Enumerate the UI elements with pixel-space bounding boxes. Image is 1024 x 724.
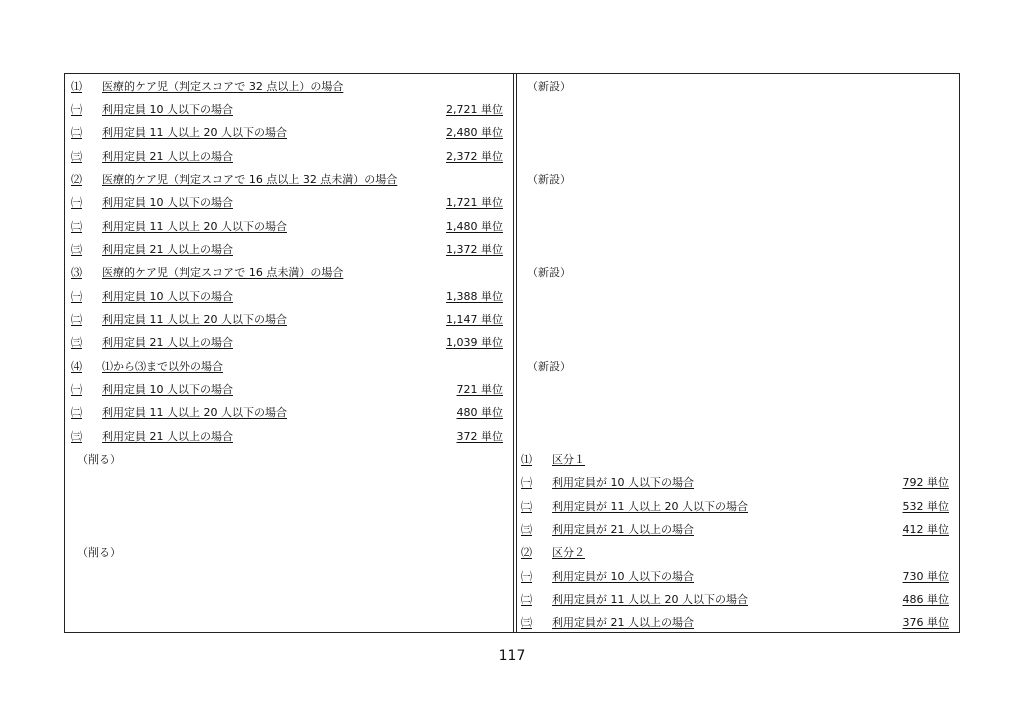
table-row — [71, 380, 513, 400]
table-row — [521, 473, 959, 493]
item-value: 376 単位 — [902, 616, 949, 629]
table-row — [71, 123, 513, 143]
table-row — [71, 403, 513, 423]
item-value: 480 単位 — [456, 406, 503, 419]
item-label: 利用定員 10 人以下の場合 — [102, 383, 233, 396]
table-row — [71, 333, 513, 353]
new-label: （新設） — [527, 173, 571, 186]
table-row — [521, 613, 959, 633]
new-label: （新設） — [527, 266, 571, 279]
item-value: 532 単位 — [902, 500, 949, 513]
item-label: 区分２ — [552, 546, 585, 559]
item-number: ㈢ — [71, 336, 82, 349]
table-row — [71, 240, 513, 260]
new-note — [521, 77, 959, 97]
item-value: 1,147 単位 — [446, 313, 503, 326]
right-column-current — [517, 74, 959, 632]
item-label: 利用定員 21 人以上の場合 — [102, 336, 233, 349]
item-value: 1,372 単位 — [446, 243, 503, 256]
table-row — [521, 543, 959, 563]
new-note — [521, 170, 959, 190]
table-row — [521, 567, 959, 587]
item-value: 372 単位 — [456, 430, 503, 443]
item-number: ⑷ — [71, 360, 82, 373]
deleted-label: （削る） — [77, 546, 121, 559]
item-number: ㈡ — [71, 406, 82, 419]
deleted-label: （削る） — [77, 453, 121, 466]
table-row — [71, 287, 513, 307]
item-label: 利用定員が 10 人以下の場合 — [552, 570, 694, 583]
item-number: ⑴ — [71, 80, 82, 93]
new-note — [521, 357, 959, 377]
item-number: ⑵ — [71, 173, 82, 186]
item-value: 2,480 単位 — [446, 126, 503, 139]
item-value: 486 単位 — [902, 593, 949, 606]
page-number: 117 — [498, 648, 526, 664]
table-row — [521, 497, 959, 517]
item-label: 利用定員 10 人以下の場合 — [102, 290, 233, 303]
table-row — [71, 77, 513, 97]
item-label: 利用定員 11 人以上 20 人以下の場合 — [102, 126, 287, 139]
deleted-note — [71, 450, 513, 470]
item-label: 利用定員 11 人以上 20 人以下の場合 — [102, 220, 287, 233]
table-row — [71, 217, 513, 237]
item-value: 792 単位 — [902, 476, 949, 489]
item-label: 利用定員 10 人以下の場合 — [102, 103, 233, 116]
item-label: 利用定員 10 人以下の場合 — [102, 196, 233, 209]
table-row — [71, 263, 513, 283]
table-row — [521, 520, 959, 540]
revision-comparison-table — [64, 73, 960, 633]
item-label: 区分１ — [552, 453, 585, 466]
item-label: 利用定員 11 人以上 20 人以下の場合 — [102, 406, 287, 419]
item-number: ㈢ — [521, 523, 532, 536]
item-label: 利用定員が 11 人以上 20 人以下の場合 — [552, 500, 748, 513]
item-number: ㈡ — [71, 313, 82, 326]
deleted-note — [71, 543, 513, 563]
table-row — [71, 193, 513, 213]
item-number: ㈡ — [521, 500, 532, 513]
item-number: ㈠ — [71, 103, 82, 116]
item-value: 1,721 単位 — [446, 196, 503, 209]
item-number: ㈠ — [71, 383, 82, 396]
table-row — [521, 590, 959, 610]
item-value: 412 単位 — [902, 523, 949, 536]
table-row — [71, 310, 513, 330]
table-row — [521, 450, 959, 470]
item-label: 利用定員が 10 人以下の場合 — [552, 476, 694, 489]
item-value: 730 単位 — [902, 570, 949, 583]
item-number: ㈡ — [71, 220, 82, 233]
item-number: ㈡ — [71, 126, 82, 139]
left-column-revised — [65, 74, 513, 632]
new-note — [521, 263, 959, 283]
new-label: （新設） — [527, 360, 571, 373]
item-number: ㈡ — [521, 593, 532, 606]
item-label: 利用定員が 21 人以上の場合 — [552, 616, 694, 629]
item-number: ⑶ — [71, 266, 82, 279]
table-row — [71, 147, 513, 167]
table-row — [71, 170, 513, 190]
item-number: ㈢ — [521, 616, 532, 629]
new-label: （新設） — [527, 80, 571, 93]
item-number: ㈠ — [521, 476, 532, 489]
item-label: 利用定員 21 人以上の場合 — [102, 430, 233, 443]
item-value: 1,039 単位 — [446, 336, 503, 349]
table-row — [71, 427, 513, 447]
item-number: ㈠ — [71, 196, 82, 209]
item-number: ㈠ — [71, 290, 82, 303]
item-label: 利用定員が 21 人以上の場合 — [552, 523, 694, 536]
table-row — [71, 100, 513, 120]
item-label: 医療的ケア児（判定スコアで 16 点未満）の場合 — [102, 266, 344, 279]
item-number: ㈢ — [71, 150, 82, 163]
item-number: ㈠ — [521, 570, 532, 583]
item-number: ⑴ — [521, 453, 532, 466]
item-label: 利用定員 21 人以上の場合 — [102, 243, 233, 256]
item-label: ⑴から⑶まで以外の場合 — [102, 360, 223, 373]
item-value: 721 単位 — [456, 383, 503, 396]
item-value: 2,721 単位 — [446, 103, 503, 116]
item-value: 1,388 単位 — [446, 290, 503, 303]
item-label: 医療的ケア児（判定スコアで 32 点以上）の場合 — [102, 80, 344, 93]
item-label: 利用定員が 11 人以上 20 人以下の場合 — [552, 593, 748, 606]
item-value: 1,480 単位 — [446, 220, 503, 233]
item-number: ⑵ — [521, 546, 532, 559]
table-row — [71, 357, 513, 377]
item-label: 利用定員 11 人以上 20 人以下の場合 — [102, 313, 287, 326]
item-number: ㈢ — [71, 243, 82, 256]
item-label: 利用定員 21 人以上の場合 — [102, 150, 233, 163]
item-label: 医療的ケア児（判定スコアで 16 点以上 32 点未満）の場合 — [102, 173, 398, 186]
item-number: ㈢ — [71, 430, 82, 443]
item-value: 2,372 単位 — [446, 150, 503, 163]
